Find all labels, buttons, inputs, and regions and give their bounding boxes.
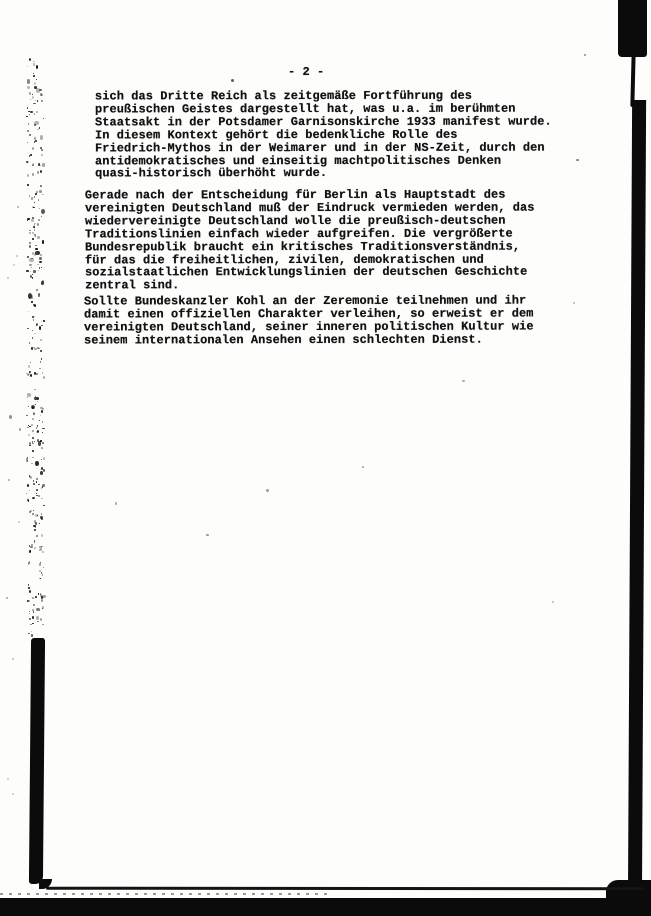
right-edge-line-connector: [630, 51, 635, 107]
bottom-scan-bar: [0, 898, 651, 916]
left-edge-speckle-band: [26, 54, 46, 646]
paragraph-berlin-hauptstadt: Gerade nach der Entscheidung für Berlin als Hauptstadt des vereinigten Deutschland muß der Eindruck vermieden werden, das wiedervereinigte Deutschland wolle die preußisch-deutschen Traditionslinien einfach wieder aufgreifen. Die vergrößerte Bundesrepublik braucht ein kritisches Traditionsverständnis, für das die freiheitlichen, zivilen, demokratischen und sozialstaatlichen Entwicklungslinien der deutschen Geschichte zentral sind.: [84, 187, 535, 293]
toner-speck: [584, 54, 586, 56]
toner-speck: [576, 159, 579, 161]
toner-speck: [115, 502, 117, 505]
right-edge-scan-line: [628, 100, 646, 916]
toner-speck: [231, 79, 234, 82]
top-right-scan-block: [618, 0, 647, 57]
toner-speck: [362, 466, 364, 468]
bottom-dotted-noise-band: [0, 893, 330, 895]
bottom-page-edge-line: [46, 887, 644, 891]
paragraph-reich-fortfuehrung: sich das Dritte Reich als zeitgemäße Fortführung des preußischen Geistes dargestellt hat, was u.a. im berühmten Staatsakt in der Potsdamer Garnisonskirche 1933 manifest wurde. In diesem Kontext gehört die bedenkliche Rolle des Friedrich-Mythos in der Weimarer und in der NS-Zeit, durch den antidemokratisches und einseitig machtpolitisches Denken quasi-historisch überhöht wurde.: [94, 88, 552, 181]
toner-speck: [266, 489, 269, 492]
toner-speck: [206, 534, 209, 536]
toner-speck: [19, 428, 21, 431]
toner-speck: [552, 601, 554, 603]
toner-speck: [9, 415, 12, 419]
toner-speck: [462, 380, 465, 382]
toner-speck: [573, 302, 575, 304]
page-number: - 2 -: [288, 65, 325, 79]
paragraph-bundeskanzler-kohl: Sollte Bundeskanzler Kohl an der Zeremonie teilnehmen und ihr damit einen offiziellen Charakter verleihen, so erweist er dem vereinigten Deutschland, seiner inneren politischen Kultur wie seinem internationalen Ansehen einen schlechten Dienst.: [83, 293, 534, 348]
left-edge-binding-shadow: [29, 638, 45, 884]
